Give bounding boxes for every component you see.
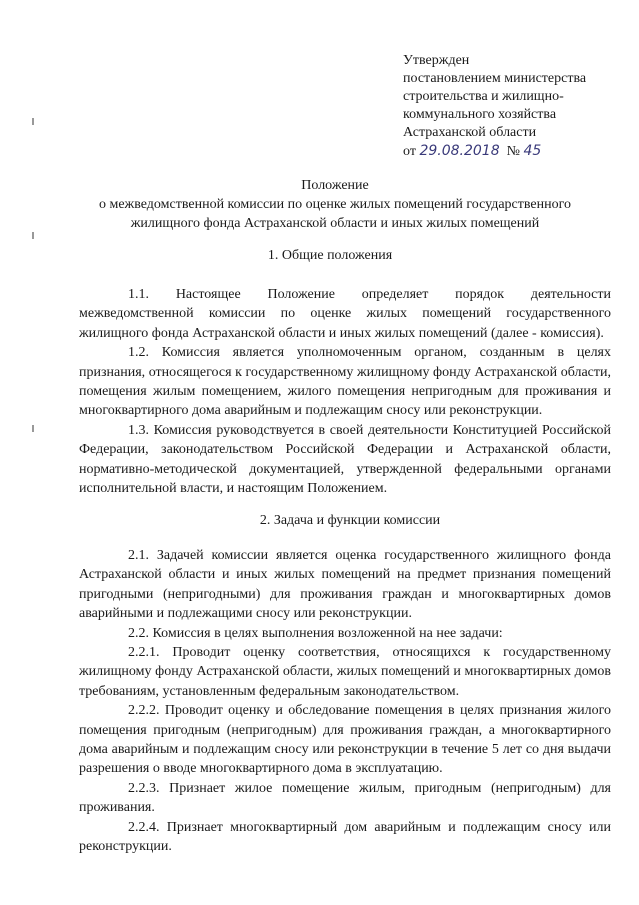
approval-line: Астраханской области [403,125,537,140]
handwritten-date: 29.08.2018 [419,143,500,159]
margin-mark [32,425,34,432]
paragraph: 1.1. Настоящее Положение определяет порядок деятельности межведомственной комиссии по оценке жилых помещений государственного жилищного фонда Астраханской области и иных жилых помещений (далее - комиссия). [79,287,611,341]
paragraph: 1.3. Комиссия руководствуется в своей деятельности Конституцией Российской Федерации, законодательством Российской Федерации и Астраханской области, нормативно-методической документацией, утвержденной федеральными органами исполнительной власти, и настоящим Положением. [79,422,611,497]
document-title [70,176,600,233]
approval-line: строительства и жилищно- [403,89,564,104]
title-line: жилищного фонда Астраханской области и иных жилых помещений [130,216,540,231]
number-prefix: № [506,144,520,159]
section-heading: 2. Задача и функции комиссии [259,513,441,528]
title-line: Положение [301,178,369,193]
margin-mark [32,118,34,125]
approval-stamp-block [403,52,628,161]
title-line: о межведомственной комиссии по оценке жилых помещений государственного [98,197,572,212]
paragraph: 2.2.3. Признает жилое помещение жилым, пригодным (непригодным) для проживания. [79,780,611,816]
paragraph: 2.2. Комиссия в целях выполнения возложенной на нее задачи: [128,625,503,641]
approval-line: постановлением министерства [403,71,587,86]
section-heading: 1. Общие положения [267,248,393,263]
approval-date-line [403,142,628,161]
approval-line: коммунального хозяйства [403,107,557,122]
section-body [79,546,611,857]
paragraph: 2.2.4. Признает многоквартирный дом аварийным и подлежащим сносу или реконструкции. [79,819,611,855]
approval-line: Утвержден [403,53,470,68]
paragraph: 2.2.1. Проводит оценку соответствия, относящихся к государственному жилищному фонду Астраханской области, жилых помещений и многоквартирных домов требованиям, установленным федеральным законодательством. [79,645,611,699]
margin-mark [32,232,34,239]
section-body [79,285,611,498]
paragraph: 2.1. Задачей комиссии является оценка государственного жилищного фонда Астраханской области и иных жилых помещений на предмет признания помещений пригодными (непригодными) для проживания граждан и многоквартирных домов аварийными и подлежащими сносу или реконструкции. [79,548,611,622]
paragraph: 1.2. Комиссия является уполномоченным органом, созданным в целях признания, относящегося к государственному жилищному фонду Астраханской области, помещения жилым помещением, жилого помещения непригодным для проживания и многоквартирного дома аварийным и подлежащим сносу или реконструкции. [79,345,611,419]
handwritten-number: 45 [523,143,542,159]
date-prefix: от [403,144,416,159]
paragraph: 2.2.2. Проводит оценку и обследование помещения в целях признания жилого помещения пригодным (непригодным) для проживания граждан, а многоквартирного дома аварийным и подлежащим сносу или реконструкции в течение 5 лет со дня выдачи разрешения о вводе многоквартирного дома в эксплуатацию. [79,703,611,777]
